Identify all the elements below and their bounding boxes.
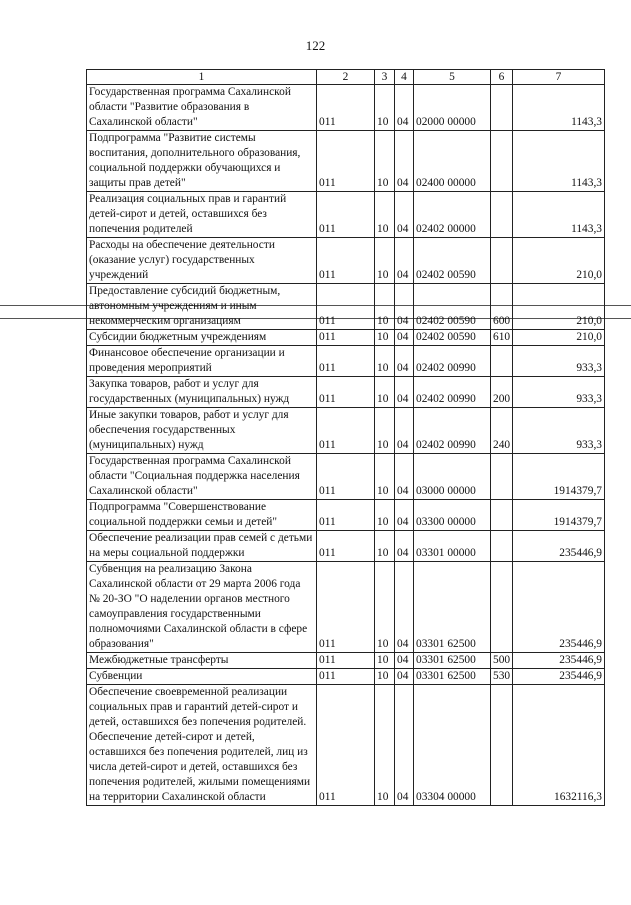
row-amount: 933,3	[513, 346, 605, 377]
column-header: 3	[375, 70, 395, 85]
row-amount: 1914379,7	[513, 454, 605, 500]
row-name: Расходы на обеспечение деятельности (оказание услуг) государственных учреждений	[87, 238, 317, 284]
row-subsection-code: 04	[395, 531, 414, 562]
row-section-code: 10	[375, 454, 395, 500]
row-expense-type	[491, 562, 513, 653]
row-ministry-code: 011	[317, 284, 375, 330]
row-ministry-code: 011	[317, 653, 375, 669]
row-expense-type	[491, 685, 513, 806]
row-section-code: 10	[375, 330, 395, 346]
budget-table	[86, 69, 605, 806]
row-section-code: 10	[375, 192, 395, 238]
table-header-row	[87, 70, 605, 85]
row-target-code: 02400 00000	[414, 131, 491, 192]
row-subsection-code: 04	[395, 454, 414, 500]
row-expense-type	[491, 131, 513, 192]
column-header: 4	[395, 70, 414, 85]
row-target-code: 03000 00000	[414, 454, 491, 500]
row-expense-type: 500	[491, 653, 513, 669]
row-amount: 933,3	[513, 377, 605, 408]
table-row	[87, 500, 605, 531]
row-ministry-code: 011	[317, 408, 375, 454]
row-target-code: 02402 00990	[414, 346, 491, 377]
row-ministry-code: 011	[317, 500, 375, 531]
row-section-code: 10	[375, 562, 395, 653]
row-expense-type: 200	[491, 377, 513, 408]
table-row	[87, 669, 605, 685]
row-subsection-code: 04	[395, 346, 414, 377]
row-target-code: 03301 62500	[414, 653, 491, 669]
row-target-code: 02402 00000	[414, 192, 491, 238]
row-amount: 1143,3	[513, 131, 605, 192]
row-target-code: 02000 00000	[414, 85, 491, 131]
row-name: Государственная программа Сахалинской области "Социальная поддержка населения Сахалинской области"	[87, 454, 317, 500]
table-row	[87, 192, 605, 238]
row-section-code: 10	[375, 685, 395, 806]
row-expense-type	[491, 238, 513, 284]
row-section-code: 10	[375, 500, 395, 531]
row-name: Подпрограмма "Совершенствование социальной поддержки семьи и детей"	[87, 500, 317, 531]
row-target-code: 03301 00000	[414, 531, 491, 562]
row-section-code: 10	[375, 346, 395, 377]
row-subsection-code: 04	[395, 500, 414, 531]
row-amount: 235446,9	[513, 562, 605, 653]
row-expense-type: 240	[491, 408, 513, 454]
row-name: Субвенции	[87, 669, 317, 685]
row-target-code: 02402 00990	[414, 408, 491, 454]
row-name: Иные закупки товаров, работ и услуг для обеспечения государственных (муниципальных) нужд	[87, 408, 317, 454]
row-section-code: 10	[375, 653, 395, 669]
table-row	[87, 562, 605, 653]
row-section-code: 10	[375, 284, 395, 330]
row-subsection-code: 04	[395, 192, 414, 238]
row-subsection-code: 04	[395, 330, 414, 346]
row-ministry-code: 011	[317, 131, 375, 192]
row-amount: 235446,9	[513, 531, 605, 562]
row-amount: 235446,9	[513, 653, 605, 669]
row-amount: 1143,3	[513, 85, 605, 131]
row-ministry-code: 011	[317, 85, 375, 131]
row-ministry-code: 011	[317, 377, 375, 408]
row-name: Обеспечение своевременной реализации социальных прав и гарантий детей-сирот и детей, оставшихся без попечения родителей. Обеспечение детей-сирот и детей, оставшихся без попечения родителей, лиц из числа детей-сирот и детей, оставшихся без попечения родителей, жилыми помещениями на территории Сахалинской области	[87, 685, 317, 806]
row-subsection-code: 04	[395, 131, 414, 192]
row-subsection-code: 04	[395, 408, 414, 454]
row-name: Финансовое обеспечение организации и проведения мероприятий	[87, 346, 317, 377]
row-section-code: 10	[375, 85, 395, 131]
row-name: Субвенция на реализацию Закона Сахалинской области от 29 марта 2006 года № 20-ЗО "О наделении органов местного самоуправления государственными полномочиями Сахалинской области в сфере образования"	[87, 562, 317, 653]
row-name: Субсидии бюджетным учреждениям	[87, 330, 317, 346]
row-subsection-code: 04	[395, 85, 414, 131]
table-row	[87, 346, 605, 377]
row-target-code: 03301 62500	[414, 562, 491, 653]
row-amount: 933,3	[513, 408, 605, 454]
table-row	[87, 238, 605, 284]
row-ministry-code: 011	[317, 685, 375, 806]
row-name: Реализация социальных прав и гарантий детей-сирот и детей, оставшихся без попечения родителей	[87, 192, 317, 238]
row-subsection-code: 04	[395, 238, 414, 284]
row-expense-type: 610	[491, 330, 513, 346]
row-section-code: 10	[375, 669, 395, 685]
row-expense-type	[491, 454, 513, 500]
row-name: Государственная программа Сахалинской области "Развитие образования в Сахалинской области"	[87, 85, 317, 131]
column-header: 5	[414, 70, 491, 85]
row-section-code: 10	[375, 238, 395, 284]
row-target-code: 02402 00990	[414, 377, 491, 408]
row-ministry-code: 011	[317, 346, 375, 377]
column-header: 2	[317, 70, 375, 85]
table-row	[87, 131, 605, 192]
row-name: Предоставление субсидий бюджетным, автономным учреждениям и иным некоммерческим организациям	[87, 284, 317, 330]
row-target-code: 03301 62500	[414, 669, 491, 685]
table-row	[87, 653, 605, 669]
row-subsection-code: 04	[395, 377, 414, 408]
row-amount: 1914379,7	[513, 500, 605, 531]
table-row	[87, 408, 605, 454]
row-subsection-code: 04	[395, 653, 414, 669]
row-section-code: 10	[375, 531, 395, 562]
row-amount: 1143,3	[513, 192, 605, 238]
row-amount: 210,0	[513, 330, 605, 346]
row-name: Межбюджетные трансферты	[87, 653, 317, 669]
table-row	[87, 531, 605, 562]
row-target-code: 02402 00590	[414, 238, 491, 284]
row-name: Закупка товаров, работ и услуг для государственных (муниципальных) нужд	[87, 377, 317, 408]
row-amount: 210,0	[513, 284, 605, 330]
row-expense-type	[491, 500, 513, 531]
row-target-code: 03304 00000	[414, 685, 491, 806]
row-ministry-code: 011	[317, 562, 375, 653]
row-amount: 1632116,3	[513, 685, 605, 806]
table-row	[87, 85, 605, 131]
row-name: Подпрограмма "Развитие системы воспитания, дополнительного образования, социальной поддержки обучающихся и защиты прав детей"	[87, 131, 317, 192]
column-header: 1	[87, 70, 317, 85]
row-ministry-code: 011	[317, 669, 375, 685]
row-target-code: 02402 00590	[414, 330, 491, 346]
row-subsection-code: 04	[395, 685, 414, 806]
table-row	[87, 685, 605, 806]
table-row	[87, 284, 605, 330]
row-expense-type	[491, 531, 513, 562]
row-name: Обеспечение реализации прав семей с детьми на меры социальной поддержки	[87, 531, 317, 562]
table-row	[87, 454, 605, 500]
row-section-code: 10	[375, 408, 395, 454]
row-expense-type	[491, 192, 513, 238]
row-ministry-code: 011	[317, 531, 375, 562]
row-amount: 210,0	[513, 238, 605, 284]
row-ministry-code: 011	[317, 454, 375, 500]
row-ministry-code: 011	[317, 330, 375, 346]
table-row	[87, 377, 605, 408]
row-ministry-code: 011	[317, 238, 375, 284]
row-subsection-code: 04	[395, 669, 414, 685]
row-expense-type: 600	[491, 284, 513, 330]
row-subsection-code: 04	[395, 562, 414, 653]
row-section-code: 10	[375, 131, 395, 192]
row-ministry-code: 011	[317, 192, 375, 238]
table-row	[87, 330, 605, 346]
row-amount: 235446,9	[513, 669, 605, 685]
row-section-code: 10	[375, 377, 395, 408]
column-header: 6	[491, 70, 513, 85]
row-target-code: 03300 00000	[414, 500, 491, 531]
column-header: 7	[513, 70, 605, 85]
row-expense-type	[491, 85, 513, 131]
page-number: 122	[305, 38, 326, 53]
row-subsection-code: 04	[395, 284, 414, 330]
row-expense-type	[491, 346, 513, 377]
row-target-code: 02402 00590	[414, 284, 491, 330]
row-expense-type: 530	[491, 669, 513, 685]
